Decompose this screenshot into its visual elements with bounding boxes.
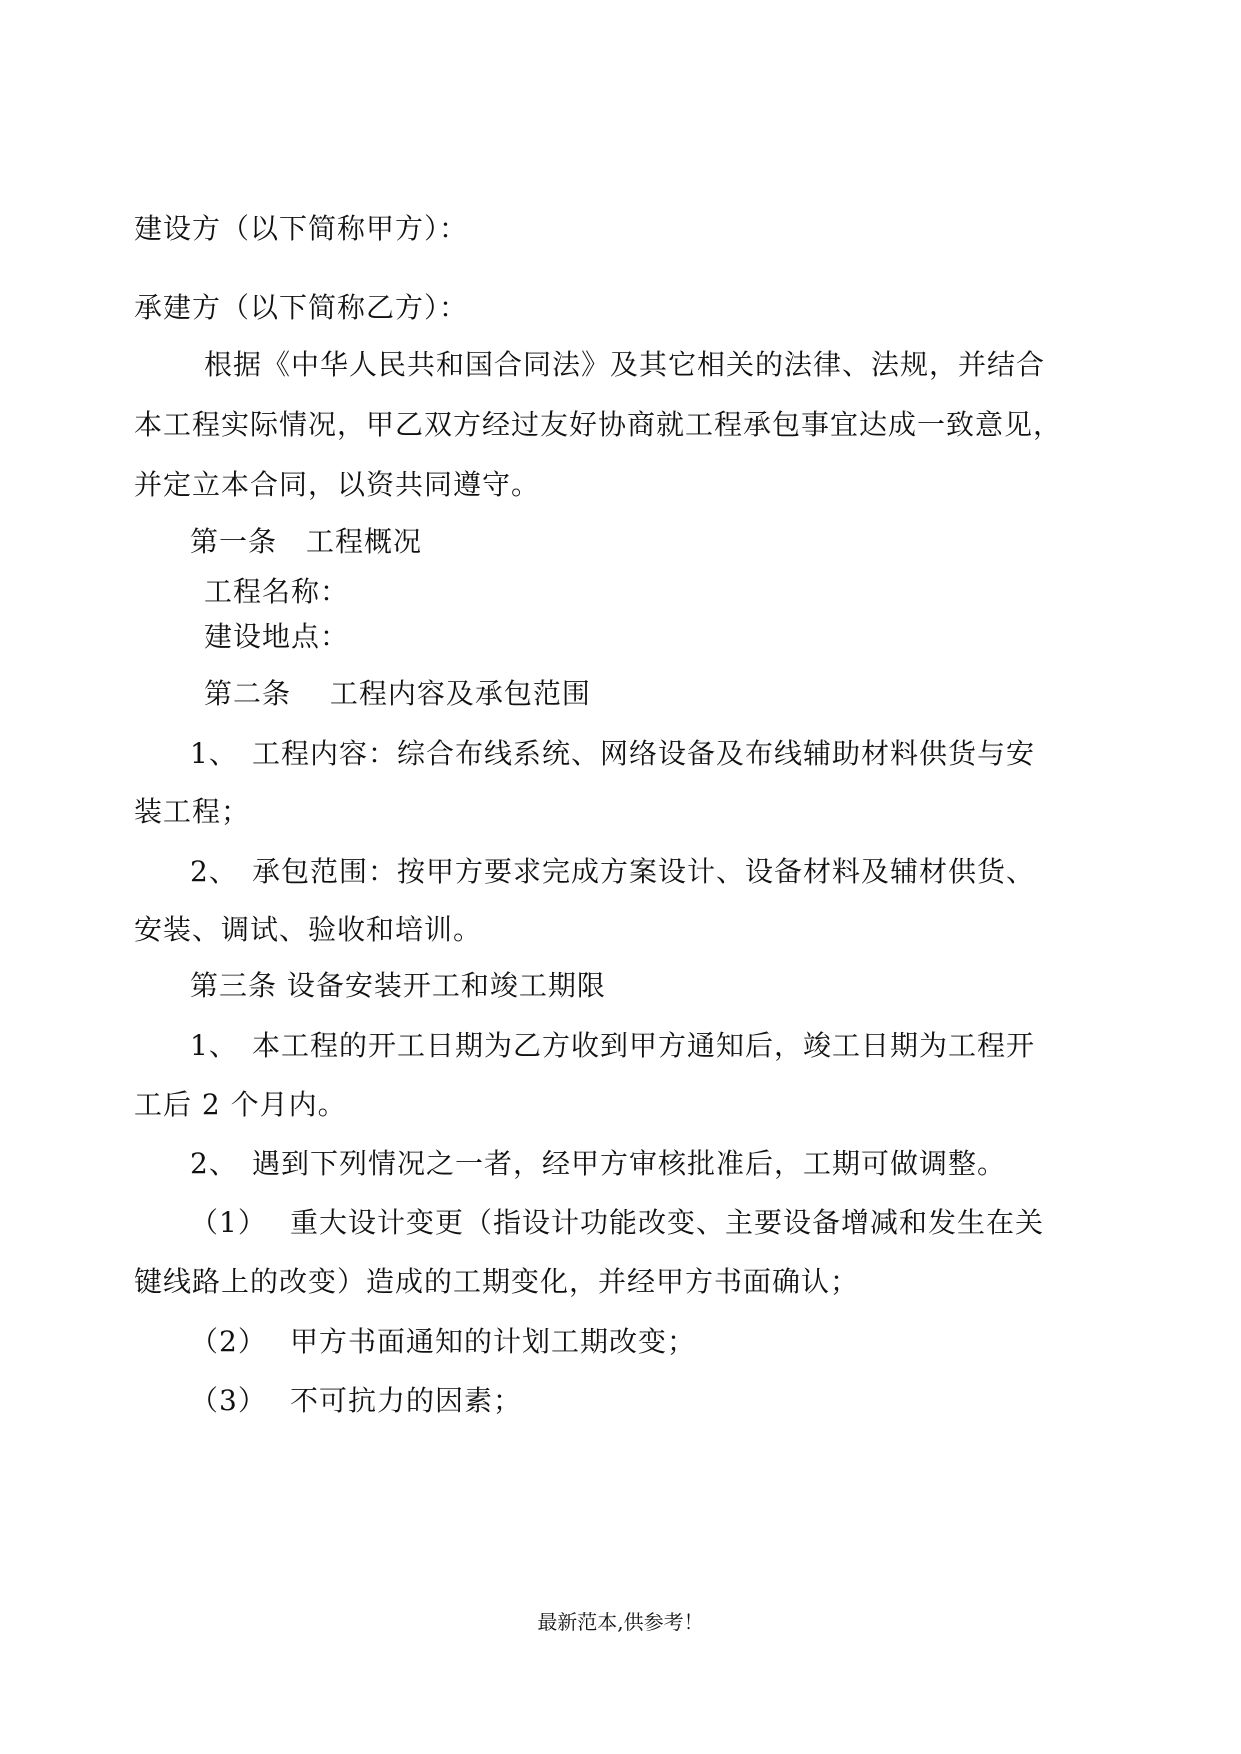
- article1-heading: 第一条 工程概况: [190, 525, 423, 558]
- preamble-line-1: 根据《中华人民共和国合同法》及其它相关的法律、法规，并结合: [204, 348, 1046, 381]
- sub-item-1-num: （1）: [190, 1206, 267, 1239]
- sub-item-3-num: （3）: [190, 1384, 267, 1417]
- article3-heading: 第三条 设备安装开工和竣工期限: [190, 969, 606, 1002]
- sub-item-2-line-1: 甲方书面通知的计划工期改变；: [290, 1325, 697, 1358]
- article3-item-2-num: 2、: [190, 1147, 238, 1180]
- article2-item-2-line-2: 安装、调试、验收和培训。: [134, 913, 483, 946]
- page-footer: 最新范本,供参考！: [537, 1610, 704, 1634]
- party-b-line: 承建方（以下简称乙方）：: [134, 291, 469, 324]
- party-a-line: 建设方（以下简称甲方）：: [134, 212, 469, 245]
- article3-item-2-line-1: 遇到下列情况之一者，经甲方审核批准后，工期可做调整。: [252, 1147, 1007, 1180]
- article2-item-1-num: 1、: [190, 737, 238, 770]
- preamble-line-2: 本工程实际情况，甲乙双方经过友好协商就工程承包事宜达成一致意见，: [134, 408, 1063, 441]
- sub-item-1-line-1: 重大设计变更（指设计功能改变、主要设备增减和发生在关: [290, 1206, 1045, 1239]
- sub-item-1-line-2: 键线路上的改变）造成的工期变化，并经甲方书面确认；: [134, 1265, 860, 1298]
- article2-item-2-line-1: 承包范围：按甲方要求完成方案设计、设备材料及辅材供货、: [252, 855, 1036, 888]
- article2-item-1-line-2: 装工程；: [134, 795, 251, 828]
- sub-item-3-line-1: 不可抗力的因素；: [290, 1384, 523, 1417]
- sub-item-2-num: （2）: [190, 1325, 267, 1358]
- article2-item-2-num: 2、: [190, 855, 238, 888]
- article3-item-1-num: 1、: [190, 1029, 238, 1062]
- article3-item-1-line-2: 工后 2 个月内。: [134, 1088, 347, 1121]
- article2-heading: 第二条 工程内容及承包范围: [204, 677, 591, 710]
- article3-item-1-line-1: 本工程的开工日期为乙方收到甲方通知后，竣工日期为工程开: [252, 1029, 1036, 1062]
- location-field: 建设地点：: [204, 620, 350, 653]
- article2-item-1-line-1: 工程内容：综合布线系统、网络设备及布线辅助材料供货与安: [252, 737, 1036, 770]
- preamble-line-3: 并定立本合同，以资共同遵守。: [134, 468, 541, 501]
- project-name-field: 工程名称：: [204, 575, 350, 608]
